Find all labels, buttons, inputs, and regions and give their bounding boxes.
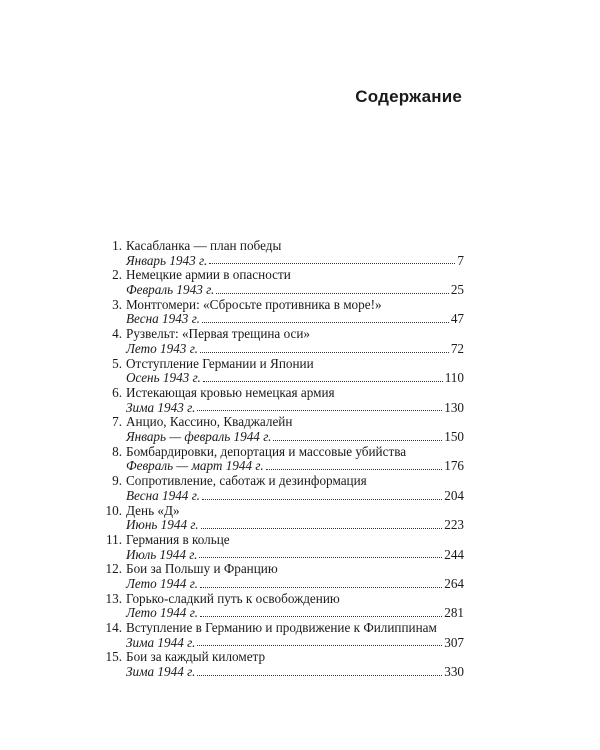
- entry-page: 72: [450, 340, 464, 356]
- dot-leader: [197, 409, 442, 411]
- dot-leader: [266, 468, 443, 470]
- dot-leader: [202, 321, 449, 323]
- toc-entry[interactable]: [98, 415, 464, 444]
- entry-title: Горько-сладкий путь к освобождению: [126, 590, 340, 606]
- entry-page: 130: [444, 399, 464, 415]
- dot-leader: [273, 439, 442, 441]
- toc-entry[interactable]: [98, 386, 464, 415]
- entry-number: 11.: [106, 531, 122, 547]
- toc-entry[interactable]: [98, 239, 464, 268]
- entry-page: 244: [444, 546, 464, 562]
- entry-page: 176: [444, 458, 464, 474]
- dot-leader: [209, 262, 455, 264]
- entry-title: Касабланка — план победы: [126, 238, 282, 253]
- dot-leader: [200, 351, 449, 353]
- entry-number: 10.: [105, 502, 122, 518]
- entry-title: Сопротивление, саботаж и дезинформация: [126, 473, 367, 489]
- toc-entry[interactable]: [98, 357, 464, 386]
- entry-title: День «Д»: [126, 502, 180, 518]
- toc-entry[interactable]: [98, 562, 464, 591]
- entry-page: 307: [444, 634, 464, 650]
- entry-date: Зима 1943 г.: [126, 399, 196, 415]
- dot-leader: [199, 556, 442, 558]
- entry-number: 6.: [112, 384, 122, 400]
- toc-entry[interactable]: [98, 592, 464, 621]
- entry-number: 12.: [105, 561, 122, 577]
- dot-leader: [200, 615, 442, 617]
- entry-date: Февраль — март 1944 г.: [126, 458, 264, 474]
- entry-page: 47: [450, 311, 464, 327]
- entry-title: Монтгомери: «Сбросьте противника в море!»: [126, 296, 382, 312]
- entry-number: 14.: [105, 620, 122, 636]
- entry-number: 4.: [112, 326, 122, 342]
- entry-page: 110: [444, 370, 464, 386]
- entry-date: Зима 1944 г.: [126, 634, 196, 650]
- entry-number: 3.: [112, 296, 122, 312]
- entry-title: Бои за Польшу и Францию: [126, 561, 278, 577]
- toc-entry[interactable]: [98, 445, 464, 474]
- entry-page: 330: [444, 664, 464, 680]
- page-title: Содержание: [355, 87, 462, 106]
- entry-date: Июнь 1944 г.: [126, 517, 199, 533]
- entry-date: Лето 1944 г.: [126, 605, 198, 621]
- entry-number: 8.: [112, 443, 122, 459]
- toc-entry[interactable]: [98, 327, 464, 356]
- entry-page: 281: [444, 605, 464, 621]
- dot-leader: [203, 380, 443, 382]
- toc-entry[interactable]: [98, 533, 464, 562]
- toc-entry[interactable]: [98, 268, 464, 297]
- entry-number: 2.: [112, 267, 122, 283]
- entry-page: 264: [444, 575, 464, 591]
- entry-number: 9.: [112, 473, 122, 489]
- dot-leader: [197, 674, 442, 676]
- dot-leader: [216, 292, 448, 294]
- entry-date: Весна 1944 г.: [126, 487, 200, 503]
- dot-leader: [201, 527, 443, 529]
- dot-leader: [200, 586, 442, 588]
- entry-page: 204: [444, 487, 464, 503]
- entry-title: Вступление в Германию и продвижение к Филиппинам: [126, 620, 437, 636]
- entry-page: 25: [450, 282, 464, 298]
- entry-number: 15.: [105, 649, 122, 665]
- entry-date: Лето 1943 г.: [126, 340, 198, 356]
- entry-date: Февраль 1943 г.: [126, 282, 215, 298]
- entry-title: Бомбардировки, депортация и массовые убийства: [126, 443, 407, 459]
- entry-page: 223: [444, 517, 464, 533]
- entry-title: Бои за каждый километр: [126, 649, 266, 665]
- entry-title: Немецкие армии в опасности: [126, 267, 291, 283]
- toc-entry[interactable]: [98, 504, 464, 533]
- entry-title: Истекающая кровью немецкая армия: [126, 384, 335, 400]
- entry-page: 150: [444, 429, 464, 445]
- entry-date: Январь — февраль 1944 г.: [126, 429, 272, 445]
- entry-title: Германия в кольце: [126, 531, 230, 547]
- entry-date: Весна 1943 г.: [126, 311, 200, 327]
- entry-date: Зима 1944 г.: [126, 664, 196, 680]
- entry-number: 5.: [112, 355, 122, 371]
- entry-number: 7.: [112, 414, 122, 430]
- dot-leader: [202, 498, 442, 500]
- toc-entry[interactable]: [98, 298, 464, 327]
- entry-date: Осень 1943 г.: [126, 370, 201, 386]
- toc-entry[interactable]: [98, 650, 464, 679]
- toc-entry[interactable]: [98, 474, 464, 503]
- entry-date: Июль 1944 г.: [126, 546, 198, 562]
- toc-entry[interactable]: [98, 621, 464, 650]
- dot-leader: [197, 644, 442, 646]
- entry-title: Отступление Германии и Японии: [126, 355, 314, 371]
- entry-number: 13.: [105, 590, 122, 606]
- entry-title: Анцио, Кассино, Кваджалейн: [126, 414, 293, 430]
- entry-number: 1.: [112, 238, 122, 253]
- entry-date: Январь 1943 г.: [126, 252, 208, 268]
- table-of-contents: [98, 239, 464, 680]
- entry-page: 7: [457, 252, 464, 268]
- entry-date: Лето 1944 г.: [126, 575, 198, 591]
- entry-title: Рузвельт: «Первая трещина оси»: [126, 326, 311, 342]
